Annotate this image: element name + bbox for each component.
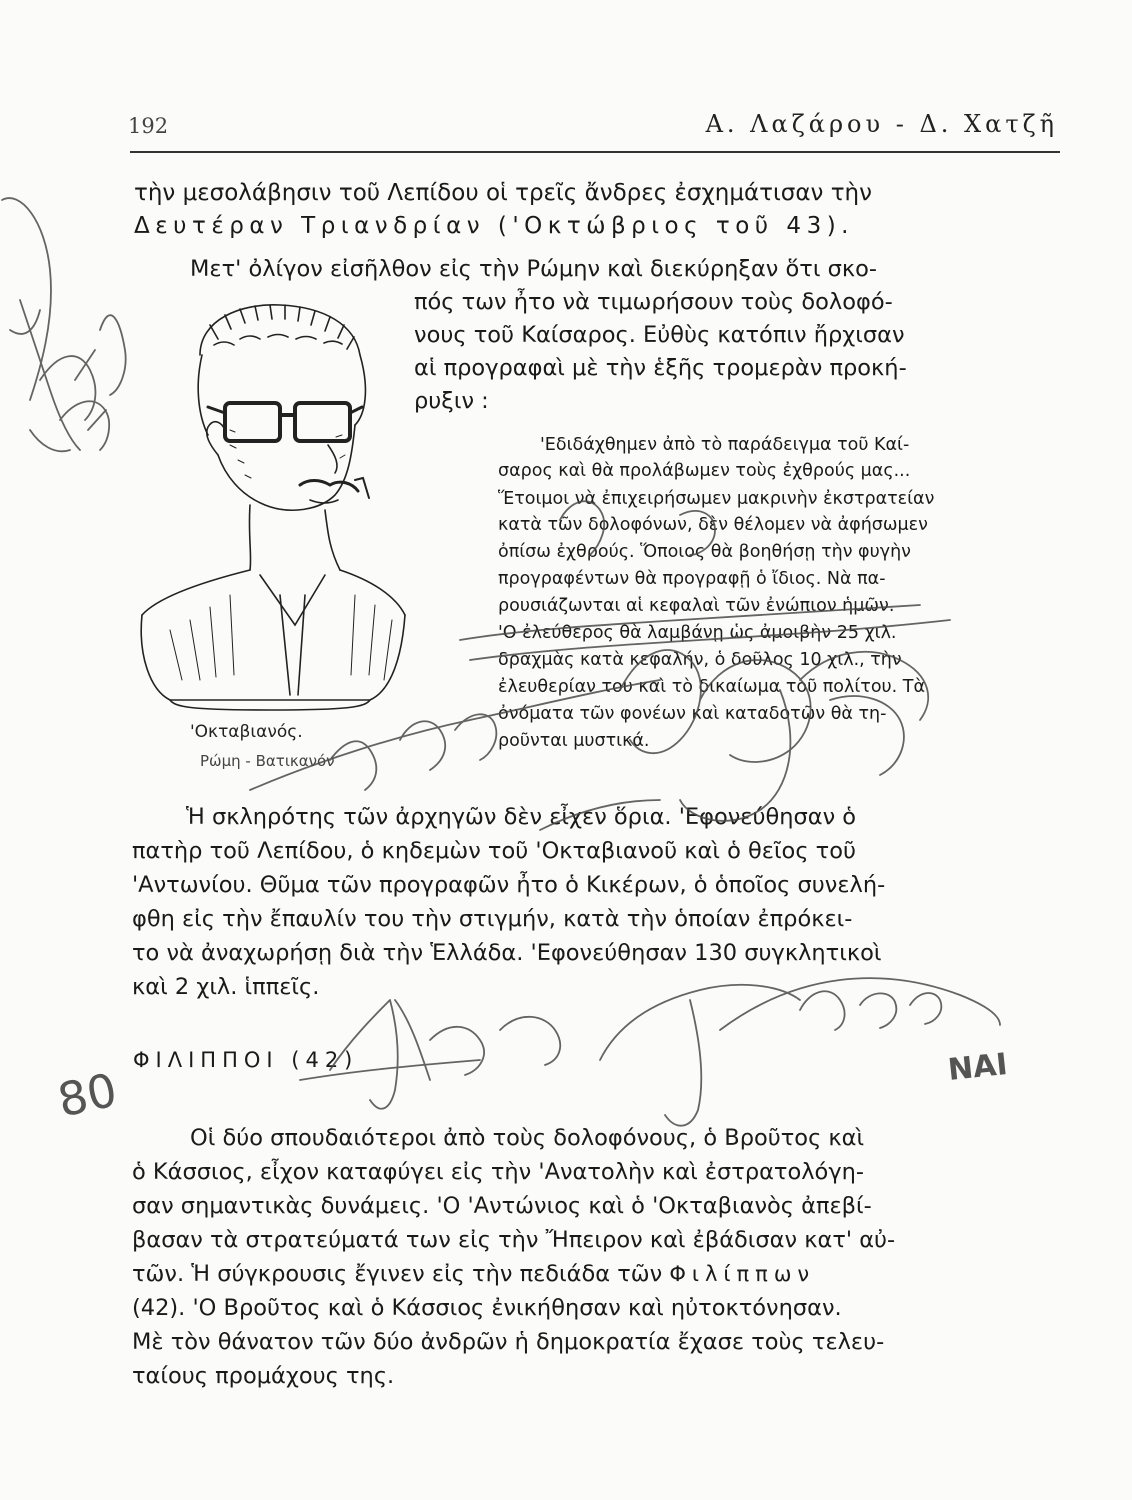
page-header (128, 104, 1058, 150)
quote-line: σαρος καὶ θὰ προλάβωμεν τοὺς ἐχθρούς μας... (498, 461, 911, 481)
text-line: νους τοῦ Καίσαρος. Εὐθὺς κατόπιν ἤρχισαν (414, 322, 905, 348)
text-line: φθη εἰς τὴν ἔπαυλίν του τὴν στιγμήν, κατὰ τὴν ὁποίαν ἐπρόκει- (132, 906, 853, 932)
quote-line: 'Εδιδάχθημεν ἀπὸ τὸ παράδειγμα τοῦ Καί- (540, 435, 910, 455)
text-line: καὶ 2 χιλ. ἱππεῖς. (132, 974, 320, 1000)
handwritten-nai: ΝΑΙ (946, 1046, 1010, 1089)
text-line: πός των ἦτο νὰ τιμωρήσουν τοὺς δολοφό- (414, 289, 893, 315)
figure-caption: 'Οκταβιανός. (190, 722, 303, 742)
text-line: το νὰ ἀναχωρήσῃ διὰ τὴν Ἑλλάδα. 'Εφονεύθησαν 130 συγκλητικοὶ (132, 940, 882, 966)
quote-line: δραχμὰς κατὰ κεφαλήν, ὁ δοῦλος 10 χιλ., τὴν (498, 650, 902, 670)
quote-line: προγραφέντων θὰ προγραφῇ ὁ ἴδιος. Νὰ πα- (498, 569, 886, 589)
text-line: αἱ προγραφαὶ μὲ τὴν ἑξῆς τρομερὰν προκή- (414, 355, 907, 381)
quote-line: ρουσιάζωνται αἱ κεφαλαὶ τῶν ἐνώπιον ἡμῶν. (498, 596, 895, 616)
figure-subcaption: Ρώμη - Βατικανόν (200, 752, 335, 770)
page-number: 192 (128, 114, 169, 138)
running-head: Α. Λαζάρου - Δ. Χατζῆ (705, 110, 1058, 138)
quote-line: κατὰ τῶν δολοφόνων, δὲν θέλομεν νὰ ἀφήσωμεν (498, 515, 928, 535)
text-line: πατὴρ τοῦ Λεπίδου, ὁ κηδεμὼν τοῦ 'Οκταβιανοῦ καὶ ὁ θεῖος τοῦ (132, 838, 857, 864)
text-line: τὴν μεσολάβησιν τοῦ Λεπίδου οἱ τρεῖς ἄνδρες ἐσχημάτισαν τὴν (134, 180, 872, 206)
text-line (132, 1257, 815, 1291)
header-rule (130, 151, 1060, 153)
text-line: Δευτέραν Τριανδρίαν ('Οκτώβριος τοῦ 43). (134, 213, 854, 239)
text-line: ταίους προμάχους της. (132, 1363, 395, 1389)
text-line: Οἱ δύο σπουδαιότεροι ἀπὸ τοὺς δολοφόνους, ὁ Βροῦτος καὶ (190, 1125, 865, 1151)
text-line: ρυξιν : (414, 388, 489, 414)
quote-line: 'Ο ἐλεύθερος θὰ λαμβάνῃ ὡς ἀμοιβὴν 25 χιλ. (498, 623, 897, 643)
text-line-part: τῶν. Ἡ σύγκρουσις ἔγινεν εἰς τὴν πεδιάδα τῶν (132, 1261, 663, 1287)
quote-line: ροῦνται μυστικά. (498, 731, 650, 751)
text-line: ὁ Κάσσιος, εἶχον καταφύγει εἰς τὴν 'Ανατολὴν καὶ ἐστρατολόγη- (132, 1159, 865, 1185)
octavian-bust-illustration (130, 295, 410, 715)
text-line: Ἡ σκληρότης τῶν ἀρχηγῶν δὲν εἶχεν ὅρια. 'Εφονεύθησαν ὁ (186, 804, 857, 830)
quote-line: ἐλευθερίαν του καὶ τὸ δικαίωμα τοῦ πολίτου. Τὰ (498, 677, 925, 697)
text-line: Μὲ τὸν θάνατον τῶν δύο ἀνδρῶν ἡ δημοκρατία ἔχασε τοὺς τελευ- (132, 1329, 885, 1355)
quote-line: ὀνόματα τῶν φονέων καὶ καταδοτῶν θὰ τη- (498, 704, 887, 724)
quote-line: ὀπίσω ἐχθρούς. Ὅποιος θὰ βοηθήσῃ τὴν φυγὴν (498, 542, 911, 562)
text-line: 'Αντωνίου. Θῦμα τῶν προγραφῶν ἦτο ὁ Κικέρων, ὁ ὁποῖος συνελή- (132, 872, 886, 898)
text-line: σαν σημαντικὰς δυνάμεις. 'Ο 'Αντώνιος καὶ ὁ 'Οκταβιανὸς ἀπεβί- (132, 1193, 872, 1219)
quote-line: Ἕτοιμοι νὰ ἐπιχειρήσωμεν μακρινὴν ἐκστρατείαν (498, 489, 935, 509)
section-heading: ΦΙΛΙΠΠΟΙ (42) (133, 1048, 359, 1072)
text-line: βασαν τὰ στρατεύματά των εἰς τὴν Ἤπειρον καὶ ἐβάδισαν κατ' αὐ- (132, 1227, 896, 1253)
text-line: (42). 'Ο Βροῦτος καὶ ὁ Κάσσιος ἐνικήθησαν καὶ ηὐτοκτόνησαν. (132, 1295, 842, 1321)
text-line: Μετ' ὀλίγον εἰσῆλθον εἰς τὴν Ρώμην καὶ διεκύρηξαν ὅτι σκο- (190, 256, 877, 282)
spaced-term-philippi: Φιλίππων (669, 1262, 816, 1286)
handwritten-margin-number: 80 (53, 1062, 122, 1128)
